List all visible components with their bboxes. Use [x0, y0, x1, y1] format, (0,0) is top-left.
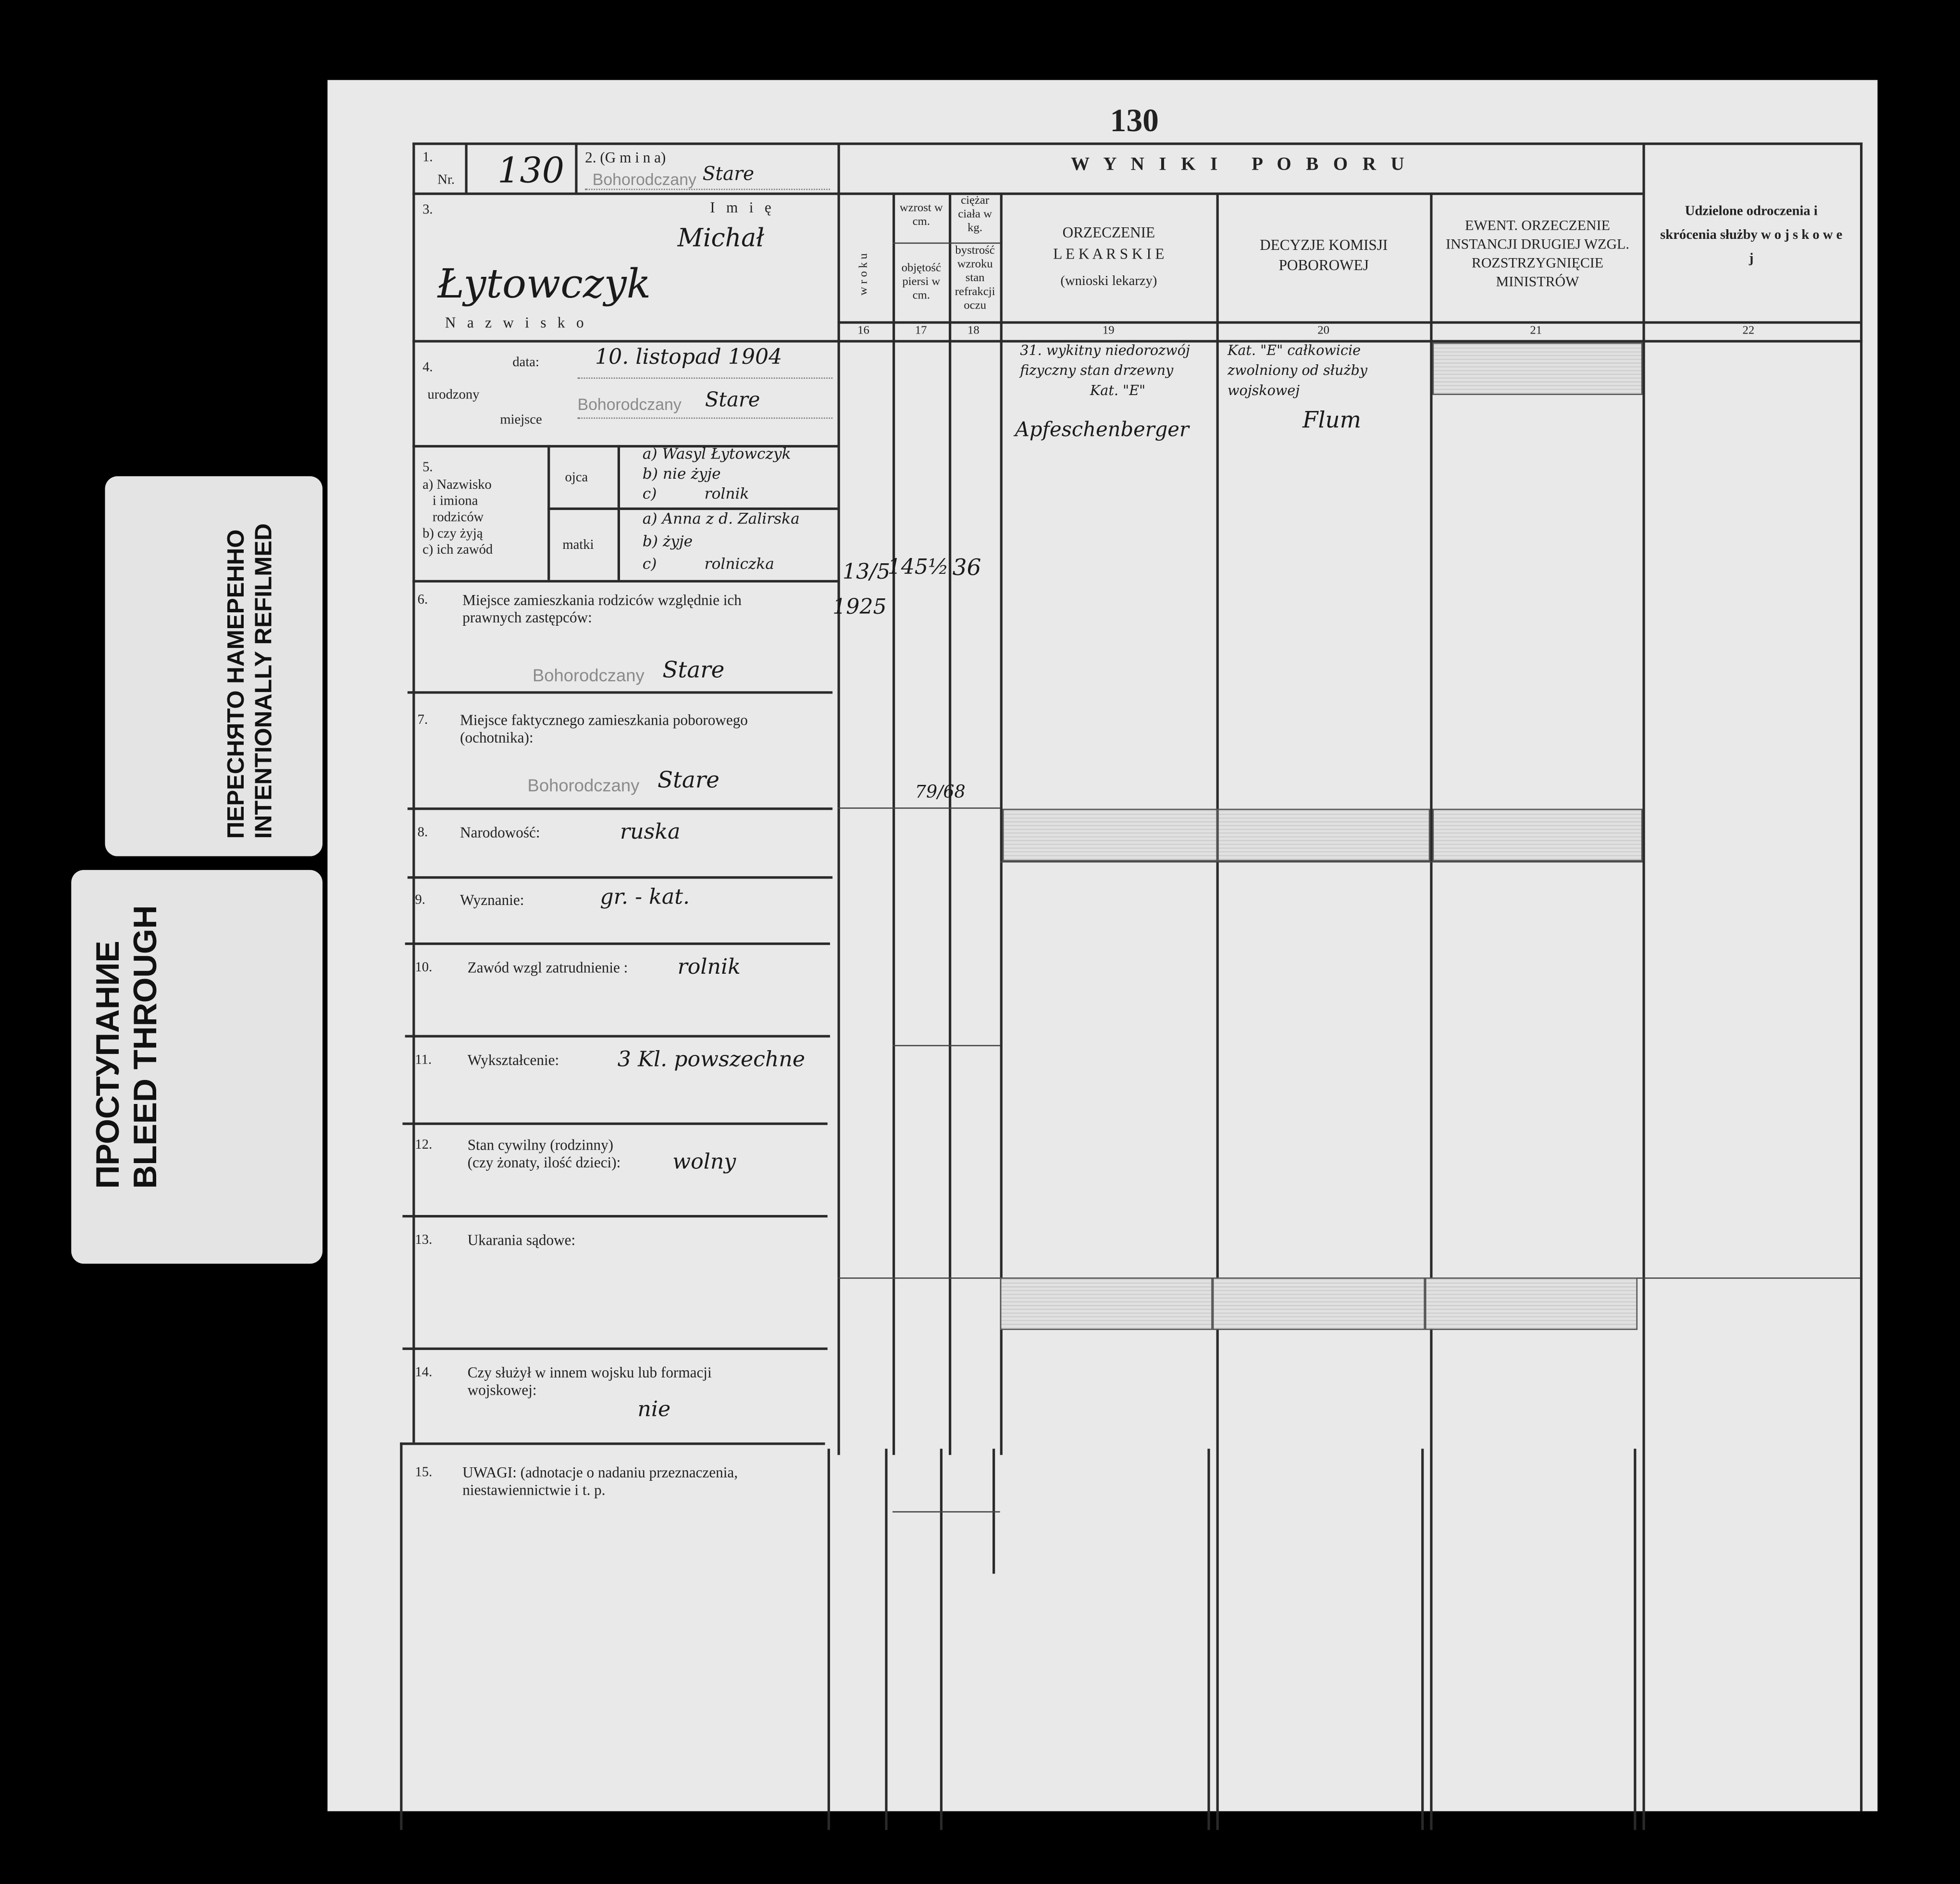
- refilmed-note: [105, 476, 323, 856]
- field-14-label: 14.: [415, 1365, 433, 1380]
- col21-header: EWENT. ORZECZENIE INSTANCJI DRUGIEJ WZGL. ROZSTRZYGNIĘCIE MINISTRÓW: [1446, 219, 1629, 290]
- col18a-header: ciężar ciała w kg.: [958, 195, 992, 235]
- refilmed-line1: ПЕРЕСНЯТО НАМЕРЕННО: [223, 529, 250, 839]
- imie-label: I m i ę: [710, 198, 775, 216]
- col18b-header: bystrość wzroku stan refrakcji oczu: [955, 245, 995, 313]
- refilmed-line2: INTENTIONALLY REFILMED: [251, 523, 278, 839]
- field-12-label: 12.: [415, 1137, 433, 1153]
- field-6-label: 6.: [417, 592, 428, 607]
- shaded-strip: [1425, 1277, 1637, 1330]
- shaded-strip: [1000, 1277, 1213, 1330]
- f5-text-3: rodziców: [432, 510, 484, 525]
- gmina-stamp: Bohorodczany: [592, 170, 696, 189]
- f14-value: nie: [637, 1397, 671, 1423]
- f5-text-4: b) czy żyją: [422, 526, 483, 542]
- data-label: data:: [512, 355, 539, 370]
- f6-text-1: Miejsce zamieszkania rodziców względnie ich: [462, 591, 742, 609]
- f7-text-2: (ochotnika):: [460, 729, 533, 746]
- f13-text: Ukarania sądowe:: [467, 1231, 576, 1249]
- field-4-label: 4.: [422, 360, 433, 375]
- col18-value: 36: [952, 555, 981, 582]
- f5-text-1: a) Nazwisko: [422, 477, 492, 493]
- col19-line2: fizyczny stan drzewny: [1020, 362, 1174, 379]
- gmina-hand: Stare: [702, 162, 755, 185]
- col-num-17: 17: [915, 325, 927, 338]
- field-1-label: 1.: [422, 150, 433, 165]
- field-8-label: 8.: [417, 825, 428, 840]
- shaded-strip: [1217, 809, 1430, 861]
- col19-line2: L E K A R S K I E: [1053, 245, 1165, 263]
- col-num-16: 16: [857, 325, 869, 338]
- field-10-label: 10.: [415, 960, 433, 975]
- f7-text-1: Miejsce faktycznego zamieszkania poborowego: [460, 711, 748, 729]
- col20-line3: wojskowej: [1227, 382, 1300, 399]
- f6-hand: Stare: [662, 657, 725, 684]
- col17b-header: objętość piersi w cm.: [901, 262, 941, 303]
- col20-header: DECYZJE KOMISJI POBOROWEJ: [1260, 236, 1388, 274]
- birth-date: 10. listopad 1904: [595, 345, 782, 370]
- nr-label: Nr.: [437, 172, 455, 188]
- ojca-a: a) Wasyl Łytowczyk: [642, 445, 791, 463]
- f7-hand: Stare: [657, 767, 719, 794]
- col16-year: 1925: [832, 595, 887, 620]
- section-title: W Y N I K I P O B O R U: [1070, 155, 1410, 175]
- f14-text-1: Czy służył w innem wojsku lub formacji: [467, 1363, 712, 1381]
- shaded-strip: [1433, 809, 1643, 861]
- f7-stamp: Bohorodczany: [527, 775, 640, 795]
- col20-line2: zwolniony od służby: [1227, 362, 1367, 379]
- urodzony-label: urodzony: [427, 387, 480, 403]
- f9-value: gr. - kat.: [600, 885, 690, 910]
- field-3-label: 3.: [422, 202, 433, 218]
- col-num-22: 22: [1742, 325, 1755, 338]
- field-13-label: 13.: [415, 1232, 433, 1248]
- nazwisko-value: Łytowczyk: [437, 260, 651, 308]
- f8-text: Narodowość:: [460, 823, 540, 842]
- col19-signature: Apfeschenberger: [1015, 417, 1189, 442]
- ojca-c: c) rolnik: [642, 485, 749, 503]
- col16-date: 13/5: [842, 560, 891, 585]
- f15-text-1: UWAGI: (adnotacje o nadaniu przeznaczenia,: [462, 1463, 738, 1481]
- f8-value: ruska: [620, 820, 681, 845]
- field-9-label: 9.: [415, 892, 425, 908]
- ojca-b: b) nie żyje: [642, 465, 721, 483]
- col17a-header: wzrost w cm.: [899, 202, 943, 229]
- matki-label: matki: [562, 537, 594, 553]
- f12-text-1: Stan cywilny (rodzinny): [467, 1136, 614, 1154]
- shaded-strip: [1433, 343, 1643, 395]
- imie-value: Michał: [677, 222, 765, 253]
- field-5-label: 5.: [422, 460, 433, 475]
- field-7-label: 7.: [417, 712, 428, 728]
- f5-text-2: i imiona: [432, 494, 478, 509]
- matki-c: c) rolniczka: [642, 555, 774, 573]
- shaded-strip: [1213, 1277, 1425, 1330]
- f11-value: 3 Kl. powszechne: [617, 1047, 806, 1073]
- f10-value: rolnik: [677, 955, 741, 980]
- col-num-19: 19: [1102, 325, 1115, 338]
- col-num-18: 18: [968, 325, 980, 338]
- col19-line3: Kat. "E": [1090, 382, 1146, 399]
- bleed-through-note: [71, 870, 323, 1264]
- gmina-label: 2. (G m i n a): [585, 149, 666, 166]
- f14-text-2: wojskowej:: [467, 1381, 537, 1399]
- birth-place-stamp: Bohorodczany: [577, 395, 682, 414]
- bleed-line1: ПРОСТУПАНИЕ: [88, 941, 126, 1189]
- nr-value: 130: [497, 150, 565, 191]
- field-15-label: 15.: [415, 1465, 433, 1480]
- f6-text-2: prawnych zastępców:: [462, 608, 592, 627]
- col19-line3: (wnioski lekarzy): [1060, 273, 1157, 289]
- col17-chest: 79/68: [915, 782, 966, 803]
- form-page: [327, 80, 1877, 1811]
- miejsce-label: miejsce: [500, 412, 542, 428]
- col-num-21: 21: [1530, 325, 1542, 338]
- page-number: 130: [1110, 102, 1159, 139]
- col19-line1: ORZECZENIE: [1062, 223, 1155, 241]
- f9-text: Wyznanie:: [460, 891, 524, 909]
- col22-header: Udzielone odroczenia i skrócenia służby w o j s k o w e j: [1660, 203, 1843, 266]
- f12-value: wolny: [672, 1150, 736, 1175]
- shaded-strip: [1003, 809, 1217, 861]
- f12-text-2: (czy żonaty, ilość dzieci):: [467, 1153, 621, 1171]
- col20-line1: Kat. "E" całkowicie: [1227, 342, 1361, 359]
- col19-line1: 31. wykitny niedorozwój: [1020, 342, 1190, 359]
- col16-header: w r o k u: [858, 253, 871, 296]
- f10-text: Zawód wzgl zatrudnienie :: [467, 958, 628, 977]
- matki-b: b) żyje: [642, 532, 693, 550]
- f11-text: Wykształcenie:: [467, 1051, 559, 1069]
- col-num-20: 20: [1317, 325, 1329, 338]
- col17-height: 145½: [887, 555, 949, 580]
- col20-signature: Flum: [1303, 407, 1362, 434]
- bleed-line2: BLEED THROUGH: [126, 905, 164, 1189]
- f5-text-5: c) ich zawód: [422, 542, 493, 558]
- matki-a: a) Anna z d. Zalirska: [642, 510, 800, 528]
- field-11-label: 11.: [415, 1052, 432, 1068]
- f6-stamp: Bohorodczany: [532, 665, 645, 685]
- nazwisko-label: N a z w i s k o: [445, 313, 588, 332]
- ojca-label: ojca: [565, 470, 588, 485]
- f15-text-2: niestawiennictwie i t. p.: [462, 1481, 606, 1499]
- margin-line: [400, 1442, 402, 1830]
- birth-place-hand: Stare: [705, 387, 760, 411]
